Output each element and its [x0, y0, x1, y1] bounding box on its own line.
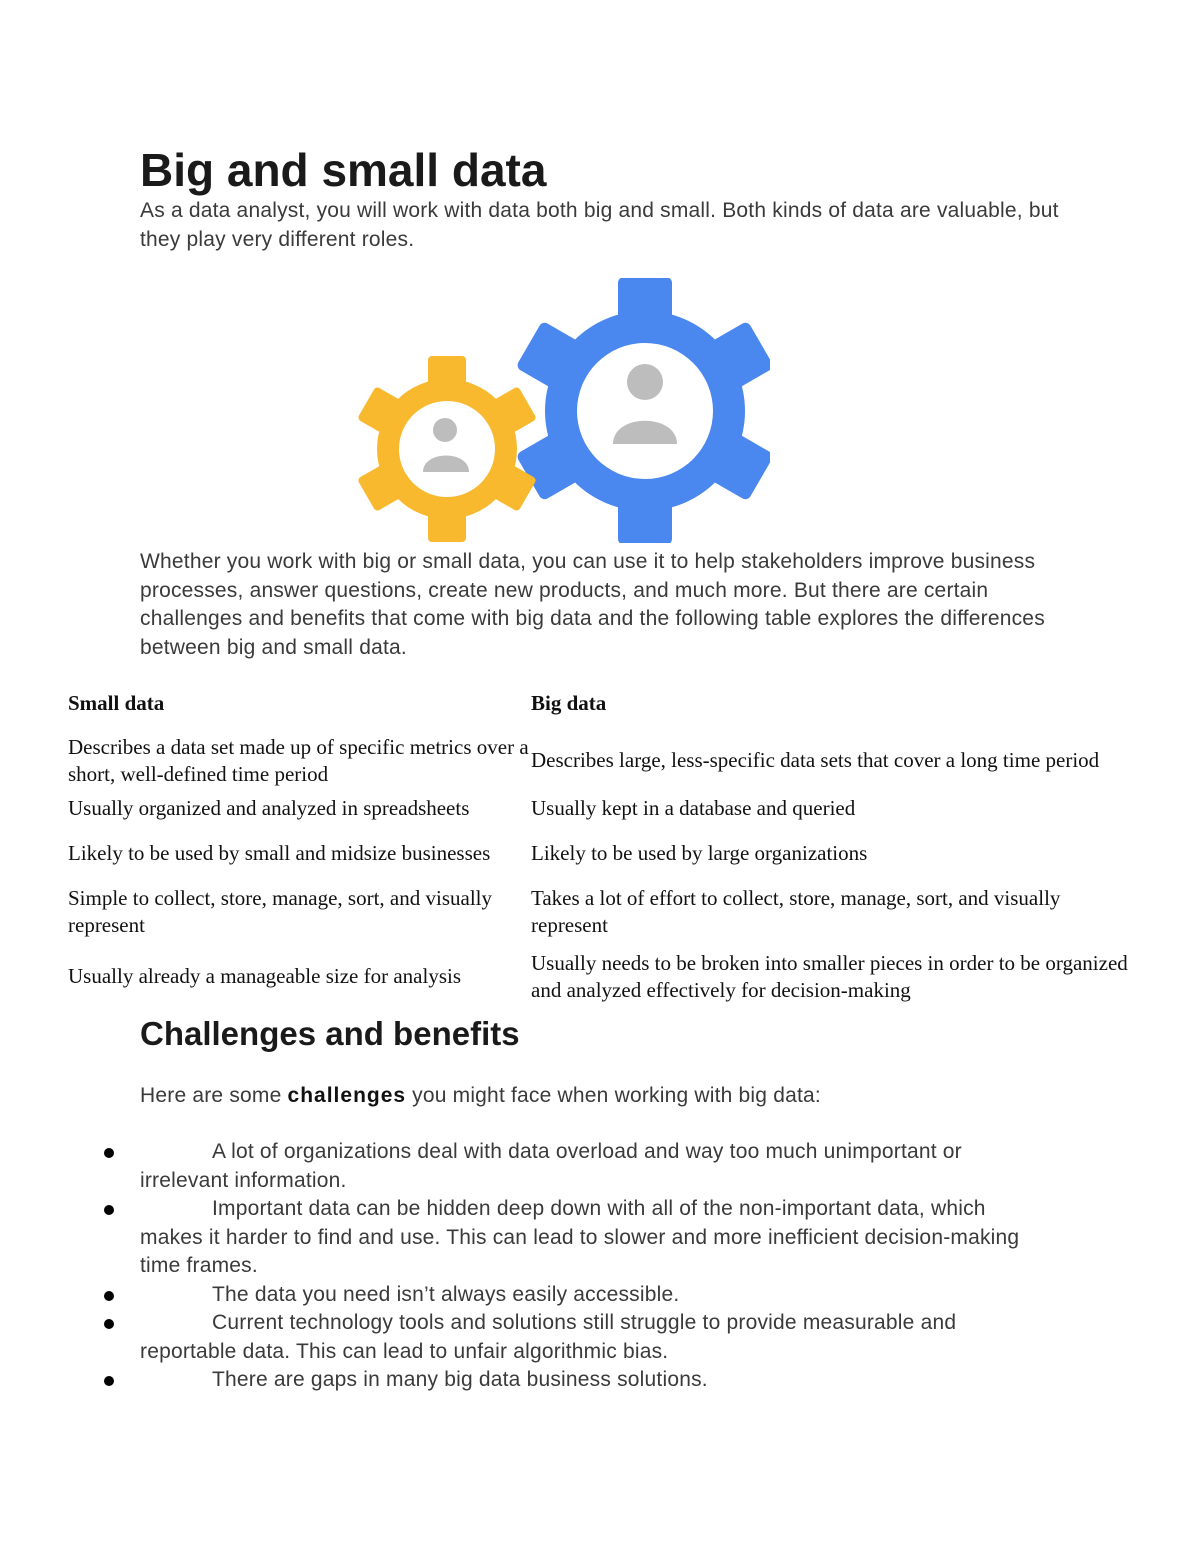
table-cell: Usually organized and analyzed in spreadsheets: [68, 796, 470, 821]
gears-illustration: [355, 278, 770, 543]
list-item-text: There are gaps in many big data business solutions.: [212, 1368, 708, 1391]
table-cell: Describes large, less-specific data sets that cover a long time period: [531, 748, 1100, 773]
intro-paragraph: As a data analyst, you will work with data both big and small. Both kinds of data are valuable, but they play very different roles.: [140, 199, 1059, 251]
table-cell: Likely to be used by large organizations: [531, 841, 868, 866]
table-row: [68, 940, 1138, 1014]
bullet-icon: [104, 1205, 114, 1215]
table-cell: Takes a lot of effort to collect, store, manage, sort, and visually represent: [531, 885, 1061, 937]
bullet-icon: [104, 1148, 114, 1158]
list-item: [0, 1138, 1040, 1195]
table-row: [68, 884, 1138, 940]
table-row: [68, 824, 1138, 884]
list-item-text: A lot of organizations deal with data overload and way too much unimportant or irrelevant information.: [140, 1140, 962, 1192]
bullet-icon: [104, 1319, 114, 1329]
table-cell: Usually kept in a database and queried: [531, 796, 856, 821]
column-header-small-data: Small data: [68, 691, 165, 715]
list-item: [0, 1366, 1040, 1395]
table-row: [68, 728, 1138, 794]
challenges-list: [0, 1138, 1100, 1395]
table-cell: Usually already a manageable size for analysis: [68, 964, 462, 989]
lead-text-after: you might face when working with big data:: [406, 1084, 821, 1107]
bullet-icon: [104, 1291, 114, 1301]
table-cell: Simple to collect, store, manage, sort, and visually represent: [68, 885, 492, 937]
list-item: [0, 1309, 1040, 1366]
list-item-text: Current technology tools and solutions still struggle to provide measurable and reportable data. This can lead to unfair algorithmic bias.: [140, 1311, 957, 1363]
list-item-text: The data you need isn’t always easily accessible.: [212, 1282, 680, 1306]
lead-text-before: Here are some: [140, 1084, 288, 1107]
table-cell: Usually needs to be broken into smaller pieces in order to be organized and analyzed effectively for decision-making: [531, 950, 1128, 1002]
table-row: [68, 794, 1138, 824]
column-header-big-data: Big data: [531, 691, 607, 715]
challenges-lead: [140, 1082, 821, 1111]
list-item: [0, 1195, 1040, 1281]
list-item-text: Important data can be hidden deep down with all of the non-important data, which makes it harder to find and use. This can lead to slower and more inefficient decision-making time frames.: [140, 1197, 1020, 1277]
table-header-row: [68, 690, 1138, 728]
body-paragraph: Whether you work with big or small data, you can use it to help stakeholders improve business processes, answer questions, create new products, and much more. But there are certain challenges and benefits that come with big data and the following table explores the differences between big and small data.: [140, 550, 1045, 659]
table-cell: Describes a data set made up of specific metrics over a short, well-defined time period: [68, 734, 529, 786]
page-title: Big and small data: [140, 144, 547, 196]
section-heading: Challenges and benefits: [140, 1015, 520, 1052]
comparison-table: [68, 690, 1138, 1014]
list-item: [0, 1281, 1040, 1310]
bullet-icon: [104, 1376, 114, 1386]
small-gear-icon: [357, 356, 537, 542]
big-gear-icon: [515, 278, 770, 543]
lead-bold-word: challenges: [287, 1084, 407, 1107]
table-cell: Likely to be used by small and midsize businesses: [68, 841, 491, 866]
